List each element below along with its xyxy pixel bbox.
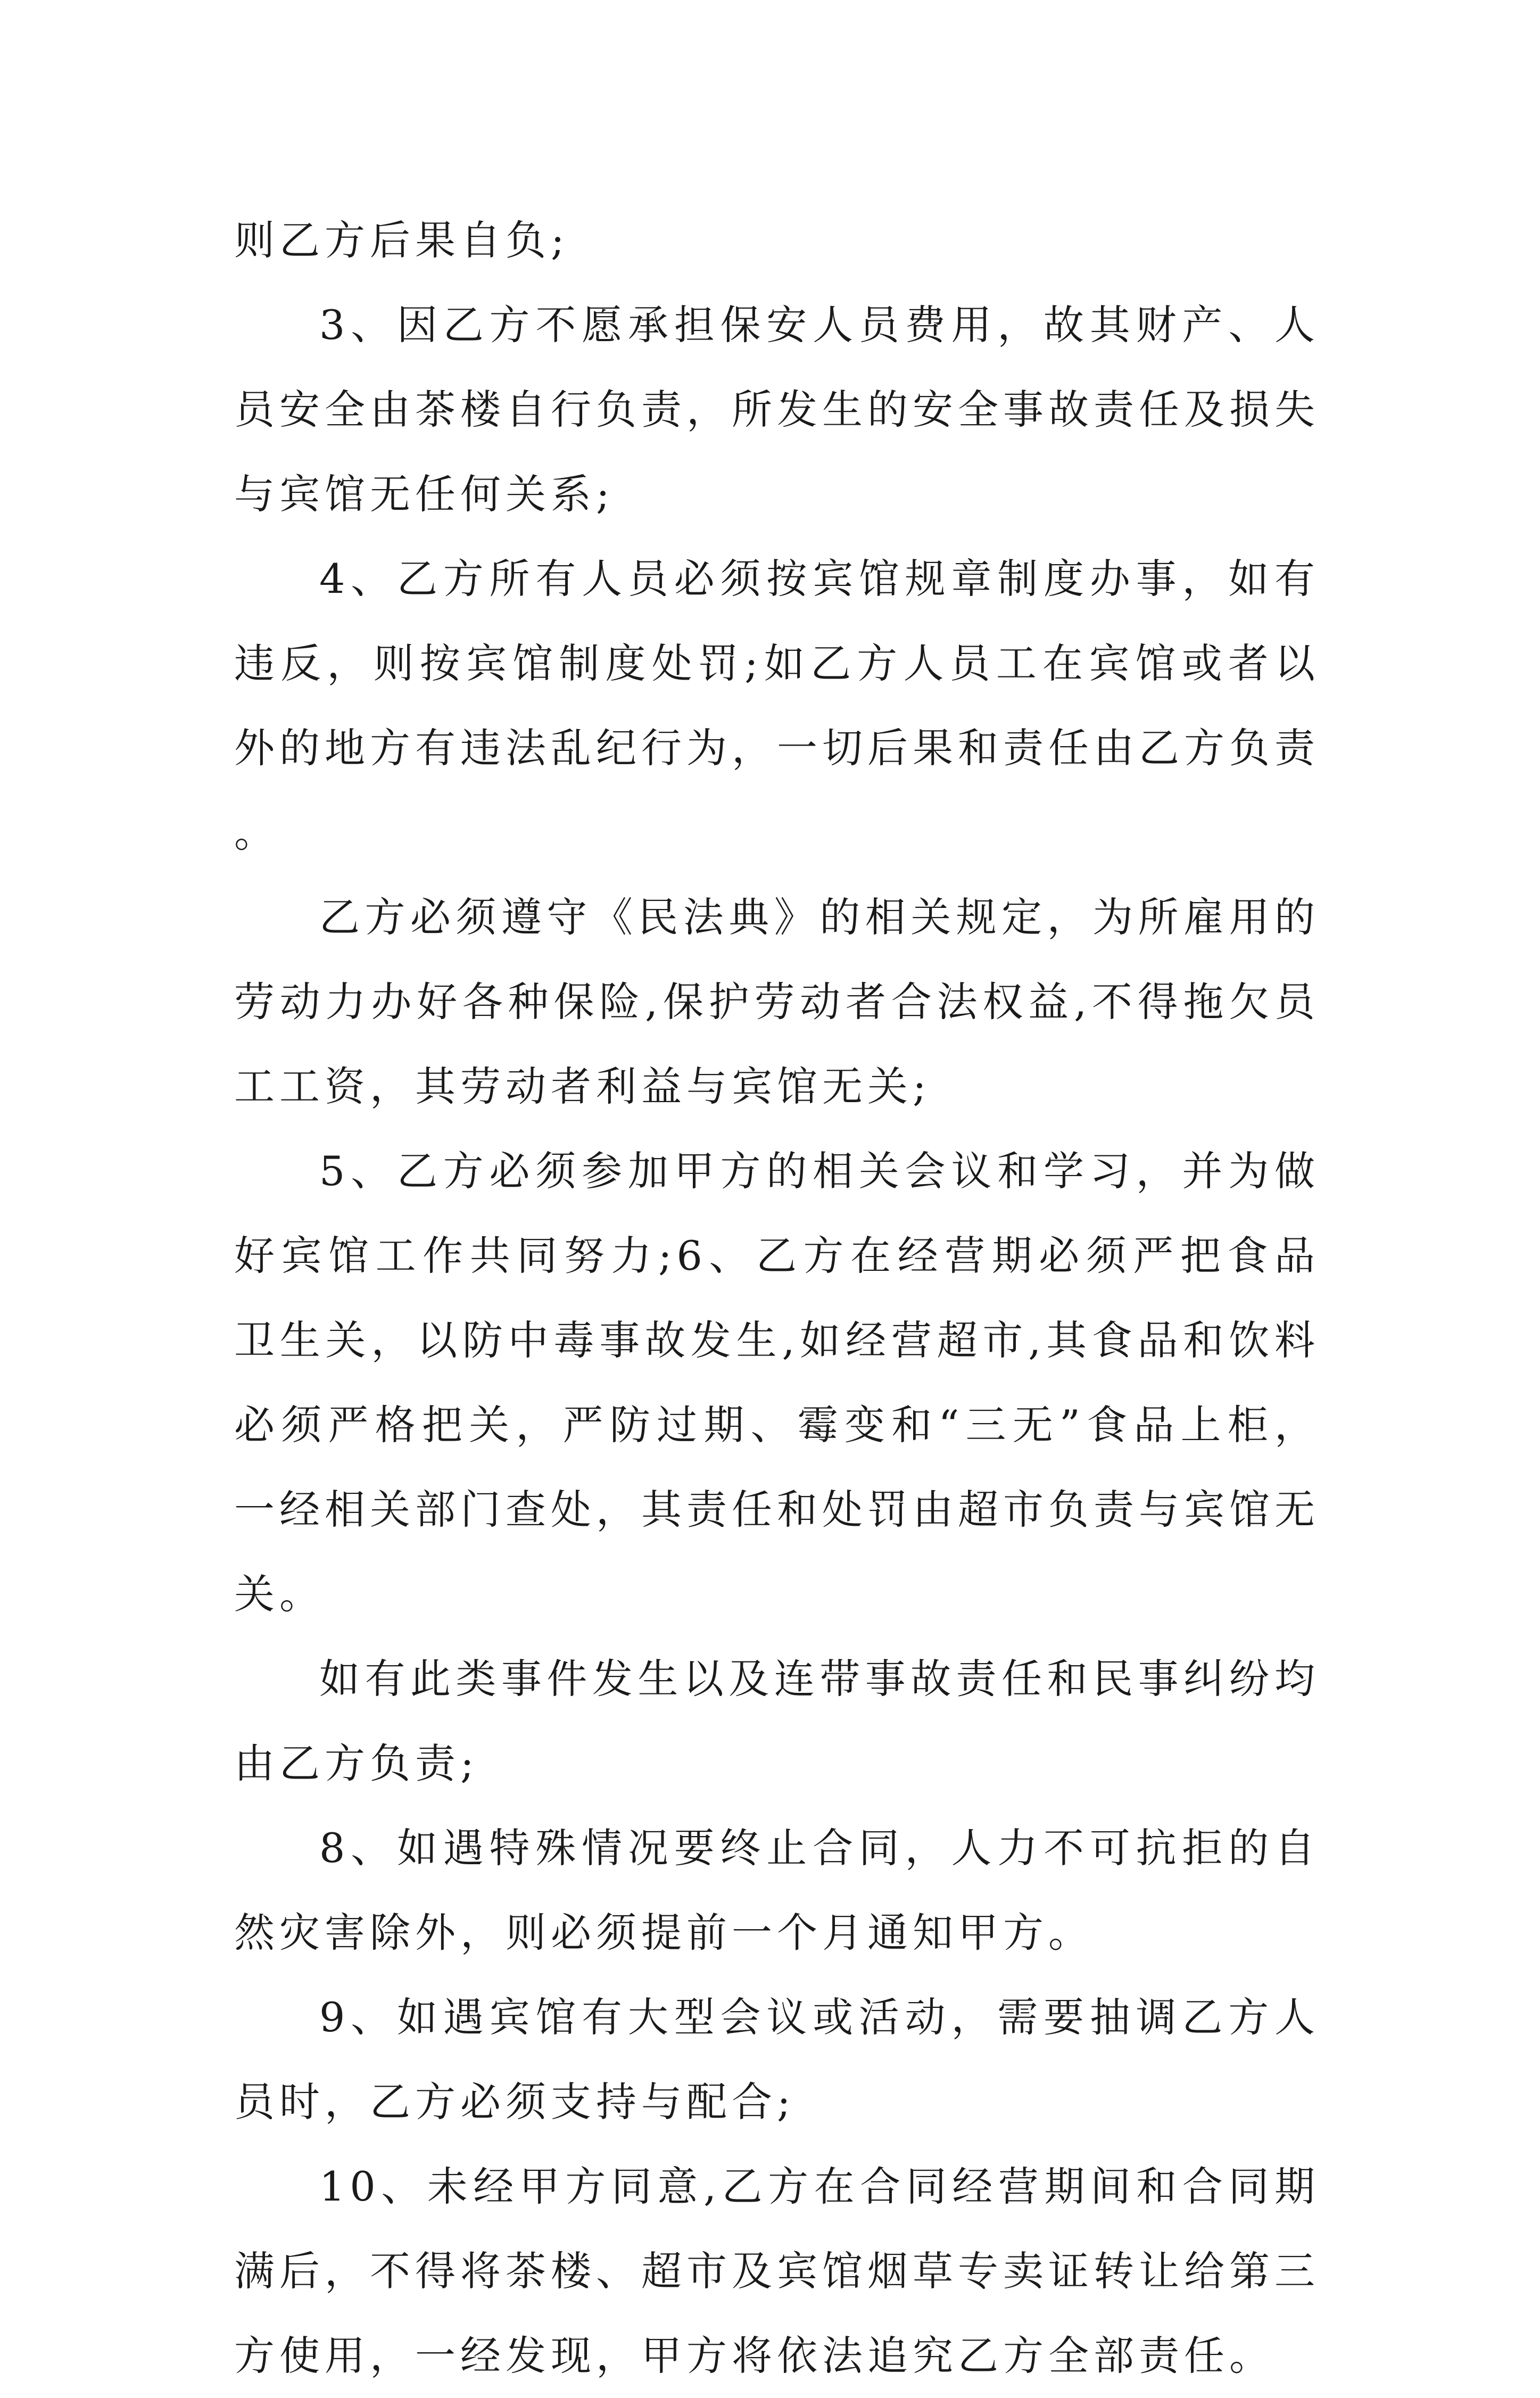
paragraph-clause-4: 4、乙方所有人员必须按宾馆规章制度办事，如有违反，则按宾馆制度处罚;如乙方人员工在宾馆或者以外的地方有违法乱纪行为，一切后果和责任由乙方负责。 [234,555,1320,856]
paragraph-civil-code: 乙方必须遵守《民法典》的相关规定，为所雇用的劳动力办好各种保险,保护劳动者合法权益,不得拖欠员工工资，其劳动者利益与宾馆无关; [234,894,1320,1110]
paragraph-continuation: 则乙方后果自负; [234,217,569,264]
paragraph-clause-10: 10、未经甲方同意,乙方在合同经营期间和合同期满后，不得将茶楼、超市及宾馆烟草专卖证转让给第三方使用，一经发现，甲方将依法追究乙方全部责任。 [234,2163,1320,2379]
paragraph-clause-8: 8、如遇特殊情况要终止合同，人力不可抗拒的自然灾害除外，则必须提前一个月通知甲方。 [234,1824,1320,1956]
document-body [234,198,1320,2398]
paragraph-incident-liability: 如有此类事件发生以及连带事故责任和民事纠纷均由乙方负责; [234,1655,1320,1787]
paragraph-clause-3: 3、因乙方不愿承担保安人员费用，故其财产、人员安全由茶楼自行负责，所发生的安全事故责任及损失与宾馆无任何关系; [234,301,1320,518]
paragraph-clause-5-6: 5、乙方必须参加甲方的相关会议和学习，并为做好宾馆工作共同努力;6、乙方在经营期必须严把食品卫生关，以防中毒事故发生,如经营超市,其食品和饮料必须严格把关，严防过期、霉变和“三无”食品上柜，一经相关部门查处，其责任和处罚由超市负责与宾馆无关。 [234,1147,1320,1618]
paragraph-clause-9: 9、如遇宾馆有大型会议或活动，需要抽调乙方人员时，乙方必须支持与配合; [234,1994,1320,2126]
